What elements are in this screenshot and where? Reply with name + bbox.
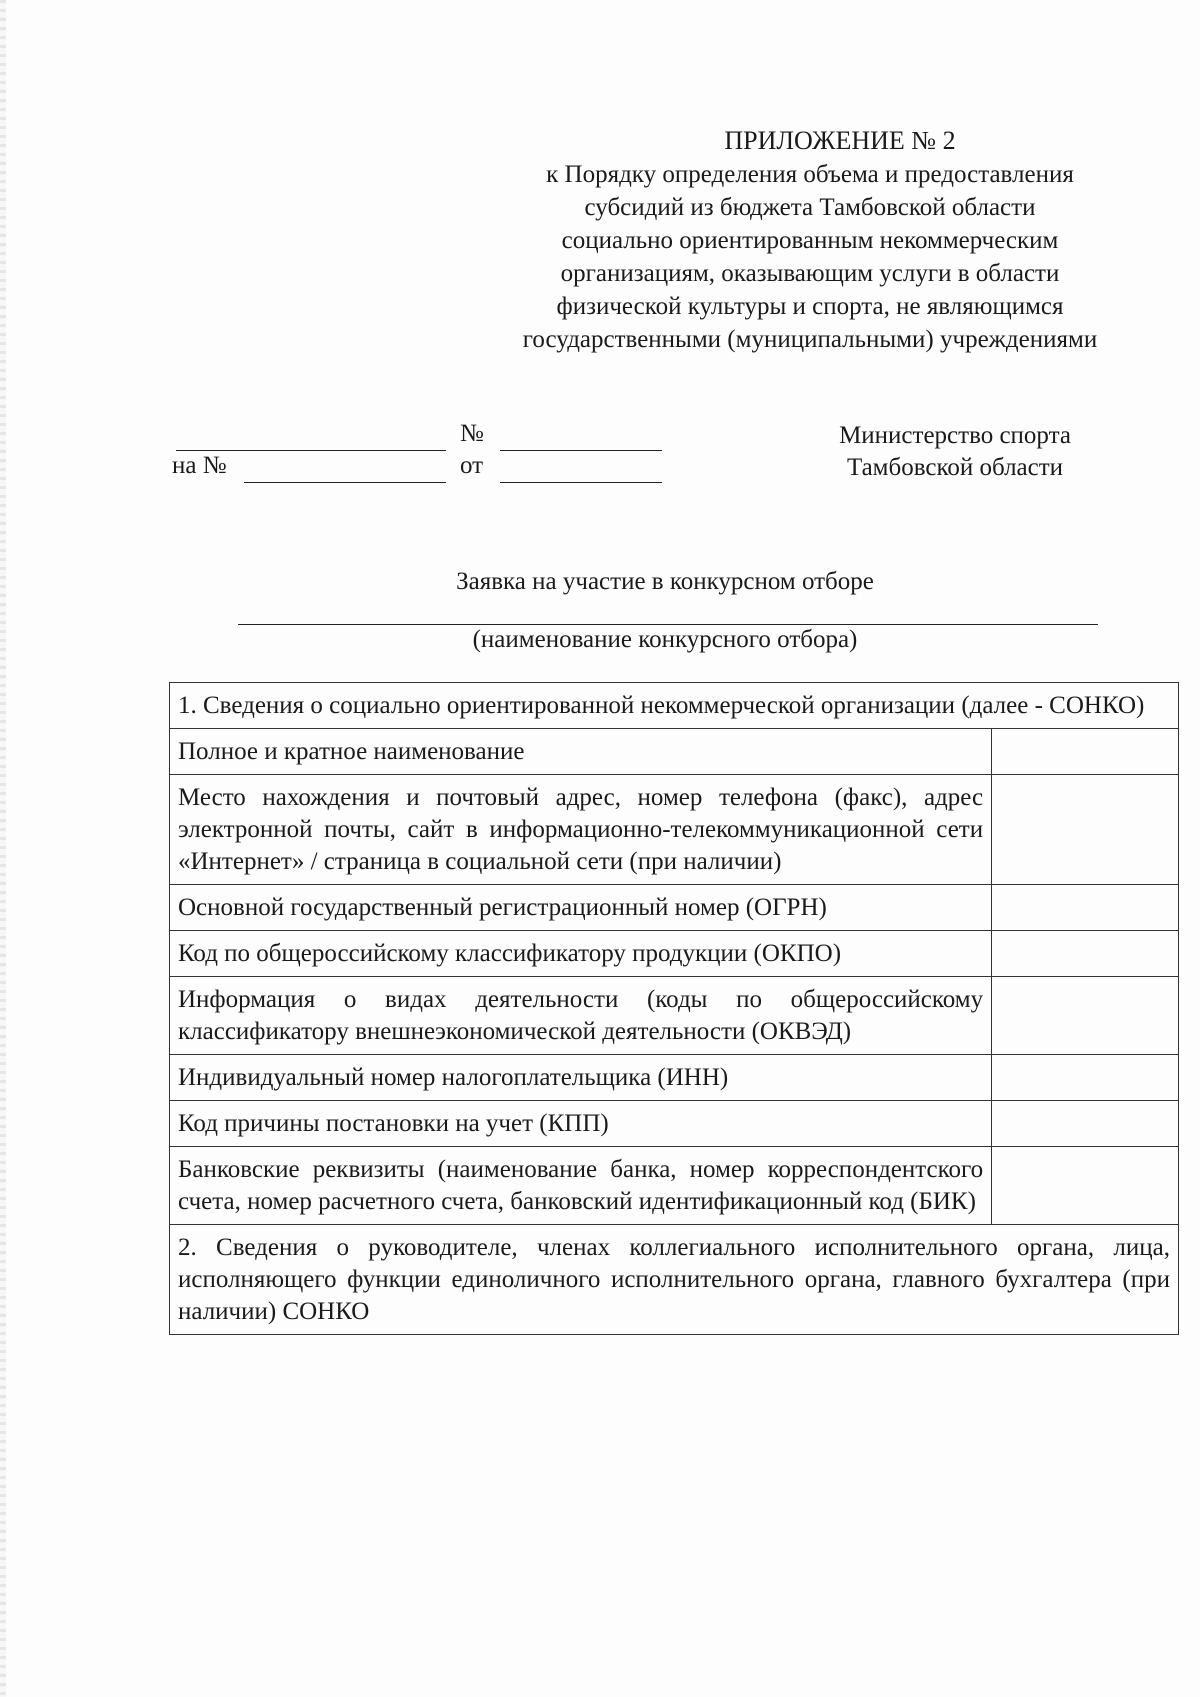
appendix-title: ПРИЛОЖЕНИЕ № 2 (724, 126, 956, 155)
field-value-cell[interactable] (992, 1055, 1179, 1101)
appendix-line: к Порядку определения объема и предоставления (546, 161, 1074, 188)
application-form-table (169, 682, 1179, 1335)
section-2-heading: 2. Сведения о руководителе, членах коллегиального исполнительного органа, лица, исполняющего функции единоличного исполнительного органа, главного бухгалтера (при наличии) СОНКО (170, 1225, 1179, 1335)
appendix-line: государственными (муниципальными) учреждениями (522, 326, 1098, 353)
table-row (170, 1147, 1179, 1225)
table-row (170, 1225, 1179, 1335)
appendix-line: социально ориентированным некоммерческим (561, 227, 1059, 254)
ref-date-blank-line (500, 482, 662, 483)
number-blank-line (500, 450, 662, 451)
number-sign: № (460, 420, 484, 447)
scan-edge (0, 0, 6, 1697)
field-label: Код причины постановки на учет (КПП) (170, 1101, 992, 1147)
date-prefix: от (460, 452, 484, 479)
appendix-header (470, 124, 1150, 356)
field-label: Банковские реквизиты (наименование банка, номер корреспондентского счета, номер расчетного счета, банковский идентификационный код (БИК) (170, 1147, 992, 1225)
addressee (810, 420, 1100, 484)
table-row (170, 977, 1179, 1055)
table-row (170, 729, 1179, 775)
appendix-line: субсидий из бюджета Тамбовской области (584, 194, 1036, 221)
registration-block (172, 420, 672, 484)
ref-number-blank-line (244, 482, 446, 483)
table-row (170, 931, 1179, 977)
field-label: Место нахождения и почтовый адрес, номер телефона (факс), адрес электронной почты, сайт в информационно-телекоммуникационной сети «Интернет» / страница в социальной сети (при наличии) (170, 775, 992, 885)
table-row (170, 683, 1179, 729)
application-title: Заявка на участие в конкурсном отборе (456, 568, 874, 595)
date-blank-line (176, 450, 446, 451)
field-value-cell[interactable] (992, 977, 1179, 1055)
field-label: Основной государственный регистрационный номер (ОГРН) (170, 885, 992, 931)
section-1-heading: 1. Сведения о социально ориентированной некоммерческой организации (далее - СОНКО) (170, 683, 1179, 729)
field-label: Информация о видах деятельности (коды по общероссийскому классификатору внешнеэкономической деятельности (ОКВЭД) (170, 977, 992, 1055)
field-value-cell[interactable] (992, 775, 1179, 885)
competition-name-hint: (наименование конкурсного отбора) (472, 626, 858, 653)
field-value-cell[interactable] (992, 885, 1179, 931)
table-row (170, 1055, 1179, 1101)
registration-row-1 (172, 420, 672, 452)
ref-prefix: на № (172, 452, 227, 479)
field-label: Полное и кратное наименование (170, 729, 992, 775)
registration-row-2 (172, 452, 672, 484)
addressee-line: Министерство спорта (839, 422, 1071, 449)
field-value-cell[interactable] (992, 1101, 1179, 1147)
table-row (170, 775, 1179, 885)
field-label: Индивидуальный номер налогоплательщика (ИНН) (170, 1055, 992, 1101)
table-row (170, 885, 1179, 931)
addressee-line: Тамбовской области (846, 454, 1064, 481)
appendix-line: физической культуры и спорта, не являющимся (556, 293, 1064, 320)
field-value-cell[interactable] (992, 729, 1179, 775)
field-label: Код по общероссийскому классификатору продукции (ОКПО) (170, 931, 992, 977)
appendix-line: организациям, оказывающим услуги в области (560, 260, 1060, 287)
competition-name-line (238, 624, 1098, 625)
field-value-cell[interactable] (992, 931, 1179, 977)
field-value-cell[interactable] (992, 1147, 1179, 1225)
table-row (170, 1101, 1179, 1147)
